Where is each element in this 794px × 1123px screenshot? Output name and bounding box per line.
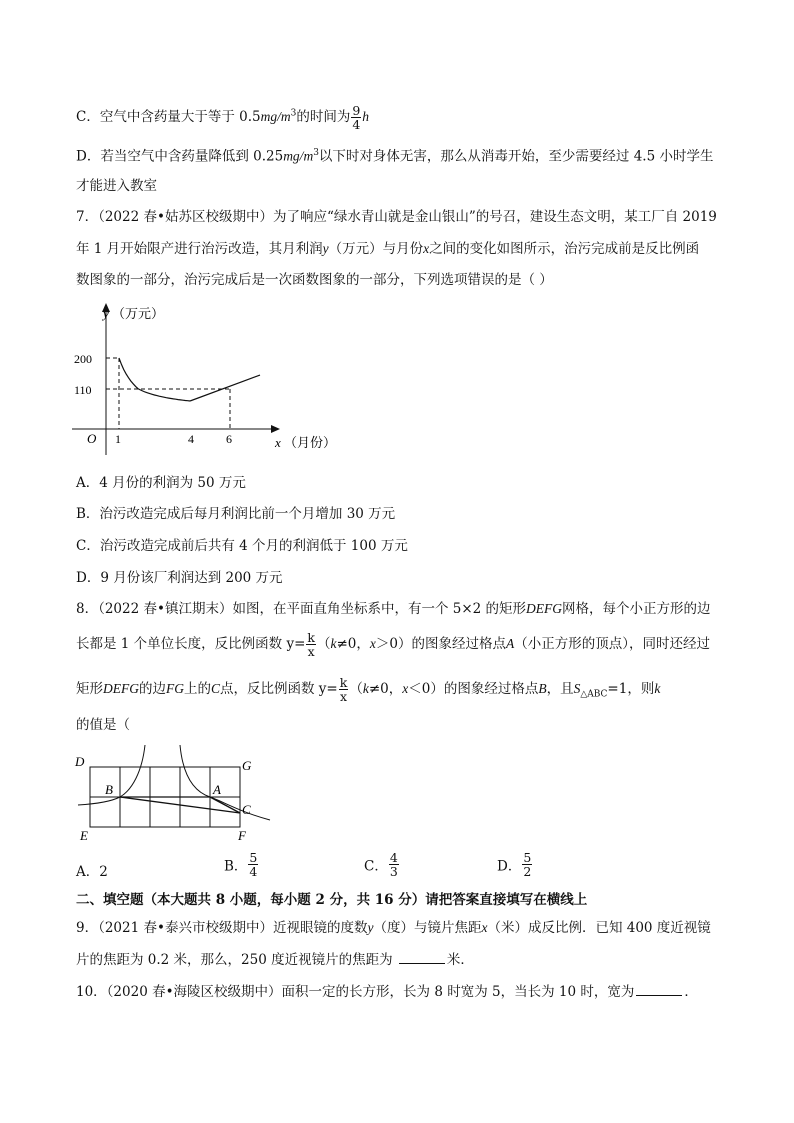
series-linear-segment — [190, 375, 260, 401]
q8-grid-figure — [70, 742, 280, 847]
q7-stem-line3: 数图象的一部分，治污完成后是一次函数图象的一部分，下列选项错误的是（ ） — [76, 272, 553, 288]
y-tick-110: 110 — [74, 383, 92, 397]
fraction-neg-k-x: $\frac{k}{x}$ — [339, 675, 348, 704]
x-tick-4: 4 — [188, 432, 194, 446]
q7-option-a: A．4 月份的利润为 50 万元 — [76, 475, 246, 491]
y-axis-label-unit: （万元） — [112, 306, 165, 321]
q6-option-c: C．空气中含药量大于等于 $0.5mg/m^3$的时间为 $\frac{9}{4}$ h — [76, 103, 370, 132]
label-c: C — [242, 802, 251, 817]
section-2-heading: 二、填空题（本大题共 8 小题，每小题 2 分，共 16 分）请把答案直接填写在横线上 — [76, 892, 588, 908]
q8-stem-line1: 8．（2022 春•镇江期末）如图，在平面直角坐标系中，有一个 5×2 的矩形DEFG网格，每个小正方形的边 — [76, 601, 711, 617]
q8-stem-line2: 长都是 1 个单位长度，反比例函数 y= $\frac{k}{x}$ （k≠0，x＞0）的图象经过格点A（小正方形的顶点），同时还经过 — [76, 630, 710, 659]
q8-option-a: A．2 — [76, 864, 108, 880]
q7-option-d: D．9 月份该厂利润达到 200 万元 — [76, 570, 283, 586]
series-inverse-curve — [119, 358, 190, 401]
hyperbola-right-branch — [180, 745, 270, 820]
q8-option-b: B． $\frac{5}{4}$ — [224, 850, 258, 879]
label-a: A — [213, 782, 221, 797]
label-f: F — [238, 828, 246, 843]
answer-blank[interactable] — [636, 983, 682, 996]
y-axis-label: y — [103, 306, 109, 321]
q7-profit-graph — [70, 300, 350, 455]
label-g: G — [242, 758, 252, 773]
q8-option-c: C． $\frac{4}{3}$ — [364, 850, 398, 879]
fraction-k-x: $\frac{k}{x}$ — [307, 630, 315, 659]
q9-stem-line2: 片的焦距为 0.2 米，那么，250 度近视镜片的焦距为 米． — [76, 952, 474, 968]
x-tick-6: 6 — [226, 432, 232, 446]
x-axis-arrow — [271, 425, 280, 433]
fraction-9-4: $\frac{9}{4}$ — [352, 103, 361, 132]
q7-stem-line1: 7．（2022 春•姑苏区校级期中）为了响应“绿水青山就是金山银山”的号召，建设生态文明，某工厂自 2019 — [76, 209, 717, 225]
q6-option-d-cont: 才能进入教室 — [76, 178, 157, 194]
label-d: D — [75, 754, 85, 769]
label-e: E — [80, 828, 88, 843]
q9-stem-line1: 9．（2021 春•泰兴市校级期中）近视眼镜的度数y（度）与镜片焦距x（米）成反比例．已知 400 度近视镜 — [76, 920, 711, 936]
x-axis-label: x — [275, 435, 281, 450]
label-b: B — [105, 782, 113, 797]
q8-stem-line4: 的值是（ — [76, 717, 130, 733]
y-tick-200: 200 — [74, 352, 92, 366]
q7-stem-line2: 年 1 月开始限产进行治污改造，其月利润y（万元）与月份x之间的变化如图所示，治污完成前是反比例函 — [76, 241, 700, 257]
answer-blank[interactable] — [399, 951, 445, 964]
q10-stem: 10．（2020 春•海陵区校级期中）面积一定的长方形，长为 8 时宽为 5，当长为 10 时，宽为 ． — [76, 984, 698, 1000]
q8-stem-line3: 矩形DEFG的边FG上的C点，反比例函数 y= $\frac{k}{x}$ （k≠0，x＜0）的图象经过格点B，且$S_{\triangle ABC}=1$，则k — [76, 675, 661, 704]
x-axis-label-unit: （月份） — [284, 435, 337, 450]
q7-option-c: C．治污改造完成前后共有 4 个月的利润低于 100 万元 — [76, 538, 408, 554]
x-tick-1: 1 — [115, 432, 121, 446]
origin-label: O — [87, 431, 97, 446]
q8-option-d: D． $\frac{5}{2}$ — [497, 850, 532, 879]
q7-option-b: B．治污改造完成后每月利润比前一个月增加 30 万元 — [76, 506, 396, 522]
q6-option-d: D．若当空气中含药量降低到 $0.25mg/m^3$以下时对身体无害，那么从消毒开始，至少需要经过 4.5 小时学生 — [76, 148, 714, 165]
